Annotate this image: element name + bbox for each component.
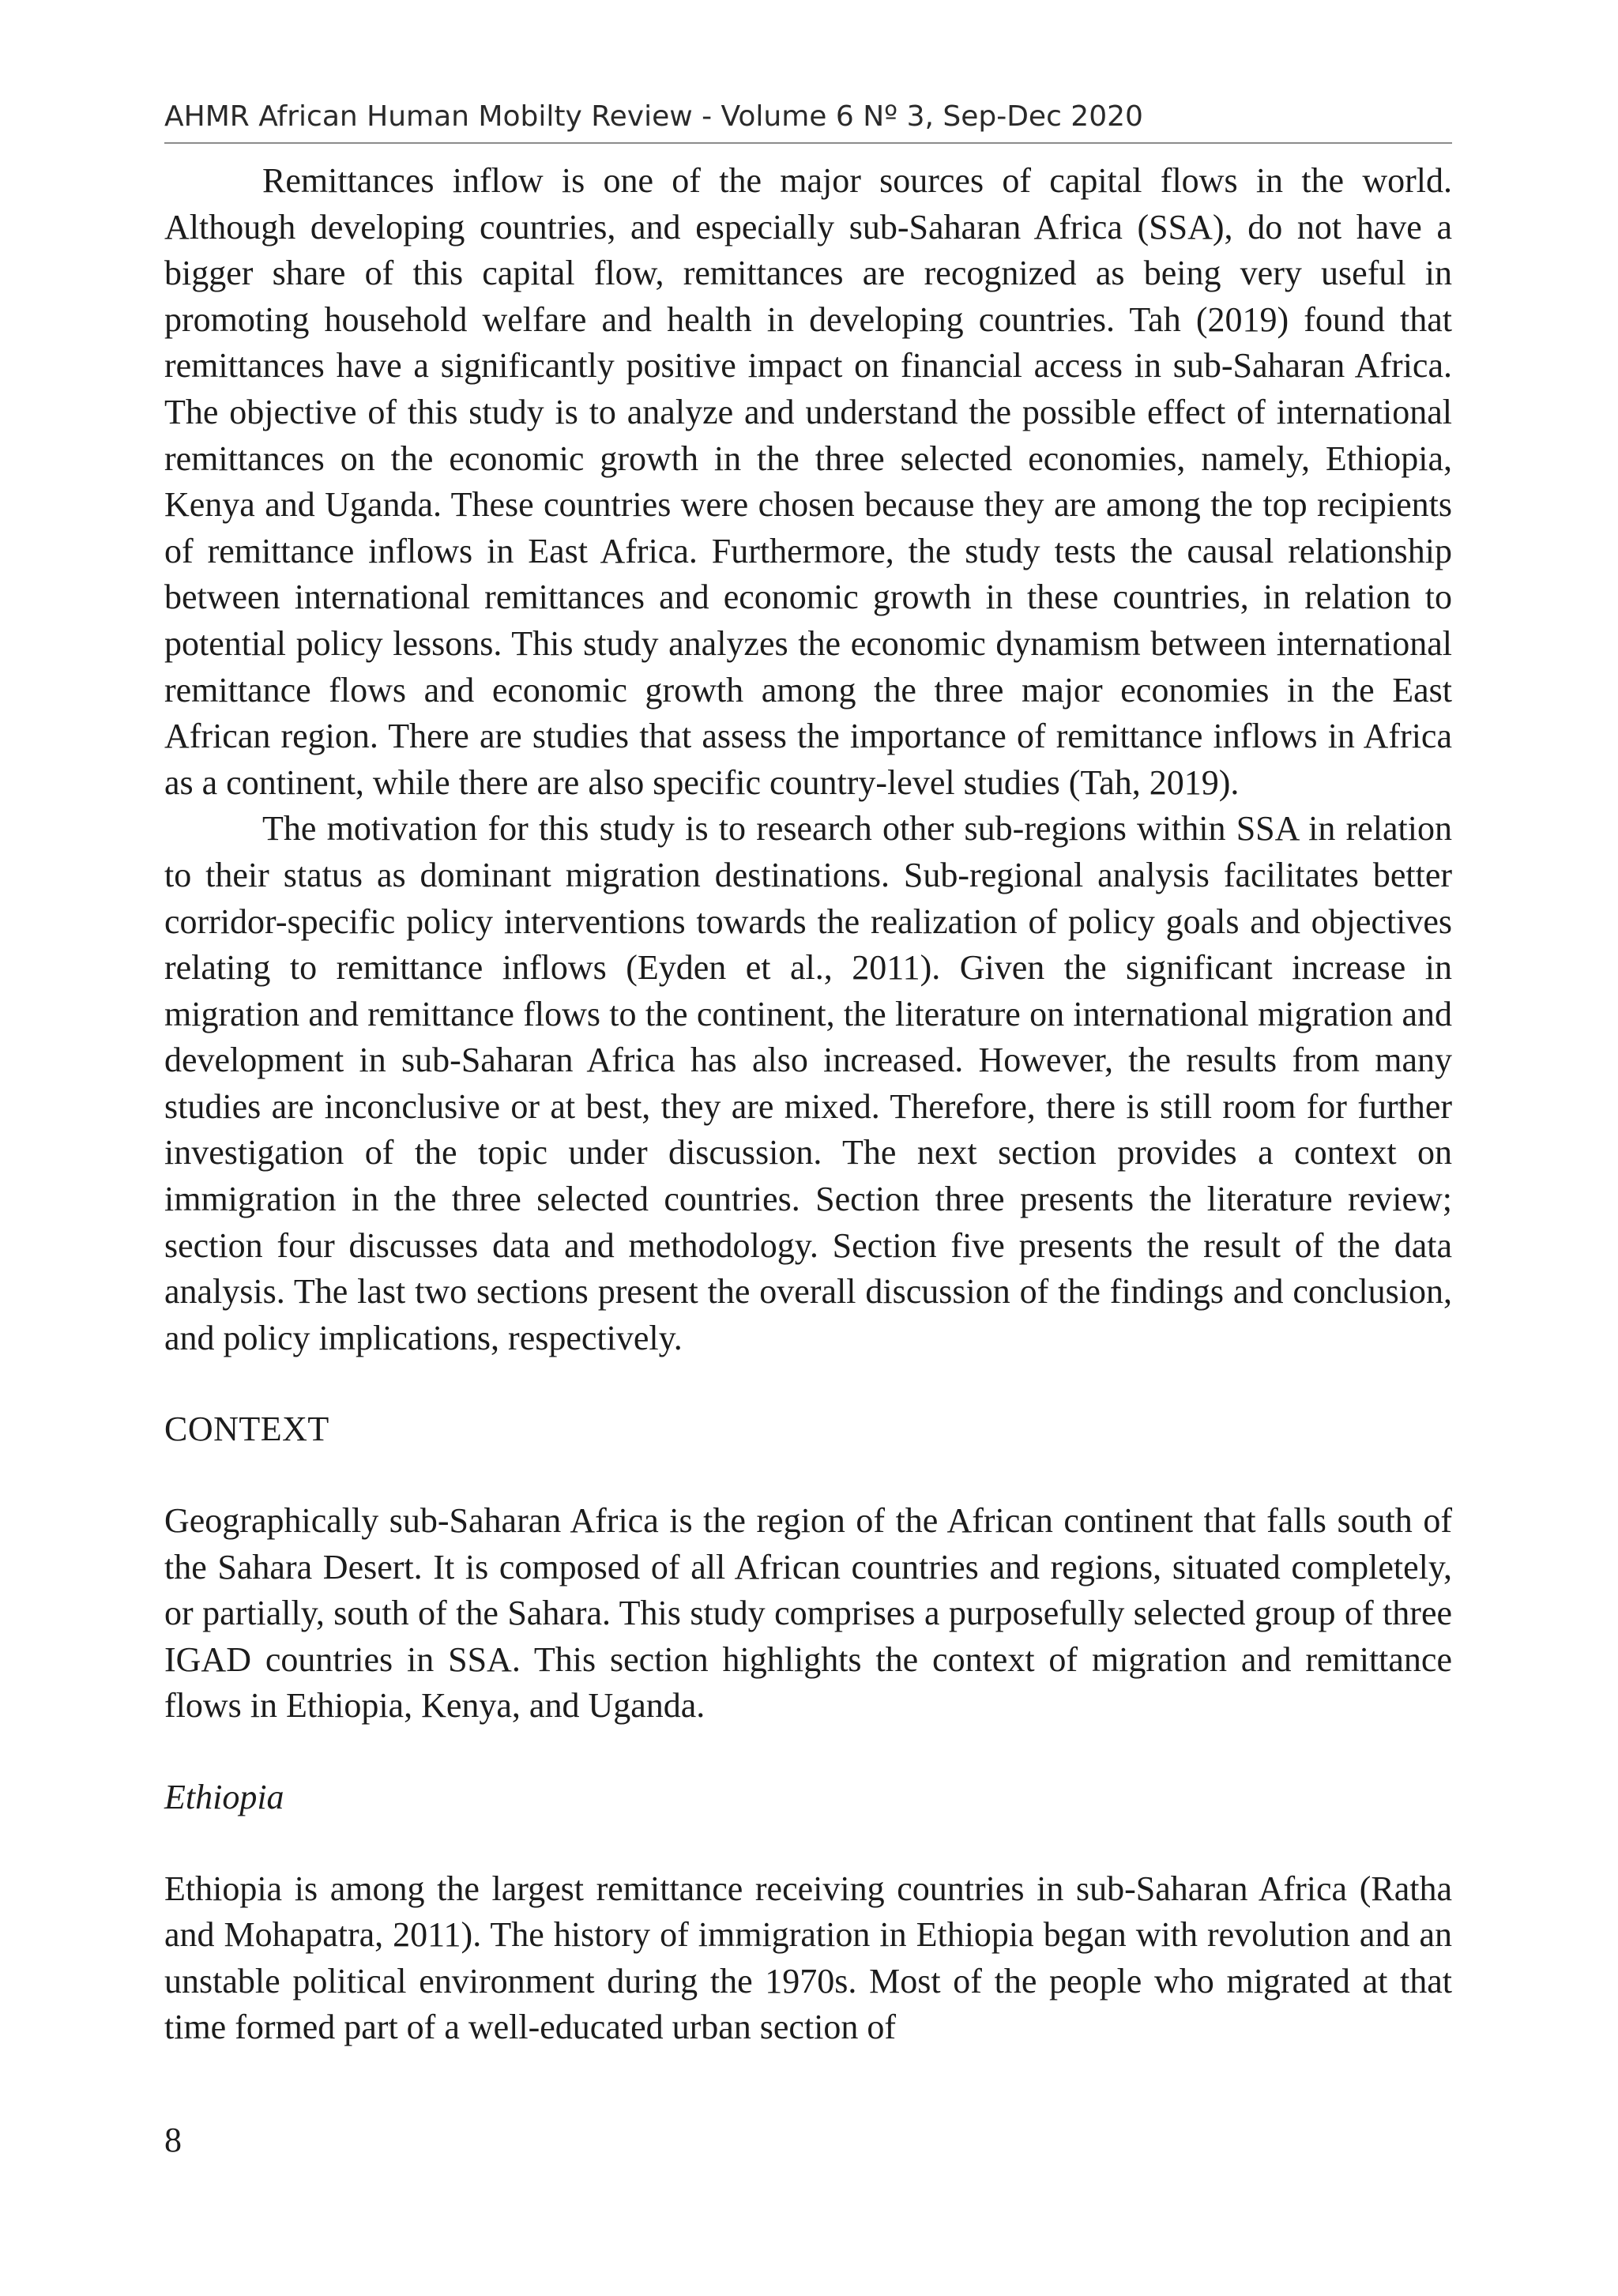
paragraph-motivation: The motivation for this study is to research other sub-regions within SSA in relation to their status as dominant migration destinations. Sub-regional analysis facilitates better corridor-specific policy interventions towards the realization of policy goals and objectives relating to remittance inflows (Eyden et al., 2011). Given the significant increase in migration and remittance flows to the continent, the literature on international migration and development in sub-Saharan Africa has also increased. However, the results from many studies are inconclusive or at best, they are mixed. Therefore, there is still room for further investigation of the topic under discussion. The next section provides a context on immigration in the three selected countries. Section three presents the literature review; section four discusses data and methodology. Section five presents the result of the data analysis. The last two sections present the overall discussion of the findings and conclusion, and policy implications, respectively. <box>164 809 1452 1357</box>
subsection-heading-ethiopia: Ethiopia <box>164 1778 284 1816</box>
section-heading-context: CONTEXT <box>164 1410 329 1449</box>
page-number: 8 <box>164 2121 182 2159</box>
paragraph-context: Geographically sub-Saharan Africa is the region of the African continent that falls south of the Sahara Desert. It is composed of all African countries and regions, situated completely, or partially, south of the Sahara. This study comprises a purposefully selected group of three IGAD countries in SSA. This section highlights the context of migration and remittance flows in Ethiopia, Kenya, and Uganda. <box>164 1501 1452 1726</box>
paragraph-intro: Remittances inflow is one of the major sources of capital flows in the world. Although developing countries, and especially sub-Saharan Africa (SSA), do not have a bigger share of this capital flow, remittances are recognized as being very useful in promoting household welfare and health in developing countries. Tah (2019) found that remittances have a significantly positive impact on financial access in sub-Saharan Africa. The objective of this study is to analyze and understand the possible effect of international remittances on the economic growth in the three selected economies, namely, Ethiopia, Kenya and Uganda. These countries were chosen because they are among the top recipients of remittance inflows in East Africa. Furthermore, the study tests the causal relationship between international remittances and economic growth in these countries, in relation to potential policy lessons. This study analyzes the economic dynamism between international remittance flows and economic growth among the three major economies in the East African region. There are studies that assess the importance of remittance inflows in Africa as a continent, while there are also specific country-level studies (Tah, 2019). <box>164 161 1452 802</box>
paragraph-ethiopia: Ethiopia is among the largest remittance receiving countries in sub-Saharan Africa (Ratha and Mohapatra, 2011). The history of immigration in Ethiopia began with revolution and an unstable political environment during the 1970s. Most of the people who migrated at that time formed part of a well-educated urban section of <box>164 1869 1452 2047</box>
header-rule <box>164 142 1452 144</box>
running-header: AHMR African Human Mobilty Review - Volume 6 Nº 3, Sep-Dec 2020 <box>164 100 1143 133</box>
body-text <box>164 158 1452 2051</box>
